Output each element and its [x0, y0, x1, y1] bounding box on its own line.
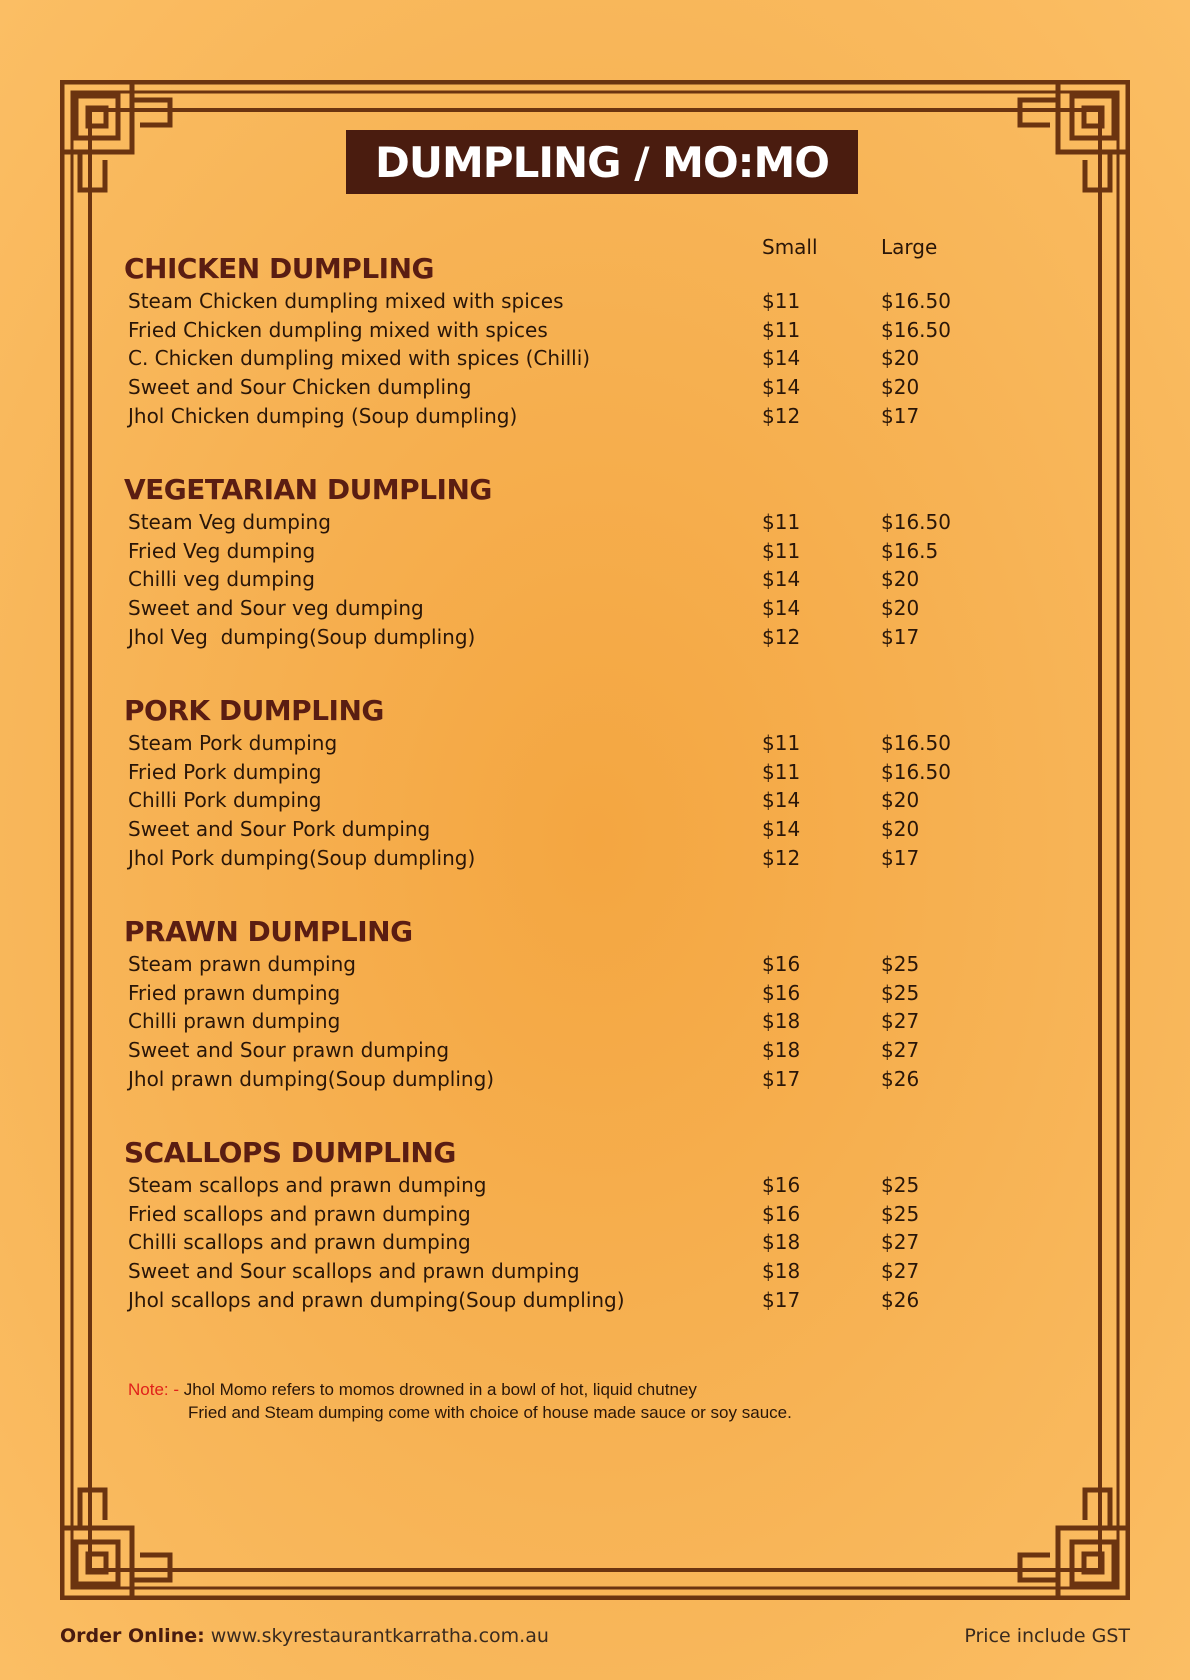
- menu-item: [124, 567, 1024, 596]
- section-heading: CHICKEN DUMPLING: [124, 252, 434, 285]
- gst-note: Price include GST: [964, 1625, 1130, 1647]
- menu-item: [124, 1038, 1024, 1067]
- price-large: $27: [881, 1009, 920, 1034]
- price-small: $18: [762, 1038, 801, 1063]
- price-small: $14: [762, 375, 801, 400]
- price-small: $16: [762, 980, 801, 1005]
- price-small: $11: [762, 317, 801, 342]
- item-name: Chilli scallops and prawn dumping: [128, 1230, 471, 1255]
- price-large: $16.50: [881, 759, 951, 784]
- price-small: $14: [762, 596, 801, 621]
- section-heading: PRAWN DUMPLING: [124, 915, 413, 948]
- price-large: $25: [881, 952, 920, 976]
- menu-section: [124, 474, 1024, 653]
- item-name: Sweet and Sour Chicken dumpling: [128, 375, 472, 400]
- price-large: $25: [881, 980, 920, 1005]
- price-small: $17: [762, 1287, 801, 1312]
- menu-item: [124, 817, 1024, 846]
- price-small: $14: [762, 788, 801, 813]
- price-small: $16: [762, 952, 801, 976]
- item-name: Fried scallops and prawn dumping: [128, 1201, 471, 1226]
- menu-item: [124, 731, 1024, 760]
- item-name: Jhol Chicken dumping (Soup dumpling): [128, 403, 518, 428]
- price-large: $20: [881, 567, 920, 592]
- price-large: $27: [881, 1038, 920, 1063]
- order-online: [60, 1625, 549, 1647]
- item-name: Jhol prawn dumping(Soup dumpling): [128, 1066, 495, 1091]
- item-name: Fried Veg dumping: [128, 538, 316, 563]
- item-name: Steam Chicken dumpling mixed with spices: [128, 289, 564, 313]
- menu-item: [124, 760, 1024, 789]
- menu-item: [124, 510, 1024, 539]
- item-name: Fried prawn dumping: [128, 980, 341, 1005]
- price-small: $11: [762, 289, 801, 313]
- menu-section: [124, 916, 1024, 1095]
- item-name: C. Chicken dumpling mixed with spices (Chilli): [128, 346, 591, 371]
- price-large: $27: [881, 1259, 920, 1284]
- column-header-small: Small: [762, 235, 818, 259]
- item-name: Jhol Pork dumping(Soup dumpling): [128, 845, 476, 870]
- menu-item: [124, 846, 1024, 875]
- website-link[interactable]: www.skyrestaurantkarratha.com.au: [210, 1625, 549, 1647]
- price-small: $14: [762, 567, 801, 592]
- menu-item: [124, 1009, 1024, 1038]
- price-small: $17: [762, 1066, 801, 1091]
- price-small: $11: [762, 731, 801, 755]
- menu-item: [124, 952, 1024, 981]
- item-name: Steam Veg dumping: [128, 510, 331, 534]
- price-large: $17: [881, 403, 920, 428]
- menu-section: [124, 695, 1024, 874]
- menu-item: [124, 1173, 1024, 1202]
- menu-item: [124, 375, 1024, 404]
- price-small: $12: [762, 624, 801, 649]
- price-small: $11: [762, 538, 801, 563]
- price-large: $25: [881, 1173, 920, 1197]
- price-large: $16.50: [881, 317, 951, 342]
- note-line-1: Jhol Momo refers to momos drowned in a bowl of hot, liquid chutney: [183, 1380, 697, 1399]
- item-name: Fried Chicken dumpling mixed with spices: [128, 317, 548, 342]
- item-name: Jhol Veg dumping(Soup dumpling): [128, 624, 476, 649]
- price-large: $26: [881, 1287, 920, 1312]
- price-small: $14: [762, 346, 801, 371]
- note-line-2: Fried and Steam dumping come with choice of house made sauce or soy sauce.: [188, 1403, 792, 1422]
- section-heading: PORK DUMPLING: [124, 694, 384, 727]
- menu-item: [124, 788, 1024, 817]
- item-name: Steam scallops and prawn dumping: [128, 1173, 487, 1197]
- menu-item: [124, 1288, 1024, 1317]
- price-small: $11: [762, 759, 801, 784]
- price-small: $12: [762, 403, 801, 428]
- menu-section: [124, 253, 1024, 432]
- menu-item: [124, 1067, 1024, 1096]
- price-large: $17: [881, 845, 920, 870]
- price-small: $12: [762, 845, 801, 870]
- price-small: $18: [762, 1259, 801, 1284]
- item-name: Sweet and Sour scallops and prawn dumping: [128, 1259, 580, 1284]
- menu-item: [124, 596, 1024, 625]
- price-small: $11: [762, 510, 801, 534]
- price-large: $20: [881, 346, 920, 371]
- price-small: $16: [762, 1173, 801, 1197]
- menu-section: [124, 1137, 1024, 1316]
- price-large: $20: [881, 596, 920, 621]
- price-large: $20: [881, 817, 920, 842]
- note-label: Note: -: [128, 1380, 180, 1399]
- price-large: $20: [881, 788, 920, 813]
- item-name: Steam prawn dumping: [128, 952, 356, 976]
- item-name: Jhol scallops and prawn dumping(Soup dumpling): [128, 1287, 625, 1312]
- column-header-large: Large: [881, 235, 938, 259]
- note: [128, 1378, 792, 1424]
- item-name: Sweet and Sour Pork dumping: [128, 817, 431, 842]
- price-large: $20: [881, 375, 920, 400]
- section-heading: VEGETARIAN DUMPLING: [124, 473, 492, 506]
- menu-item: [124, 539, 1024, 568]
- price-large: $27: [881, 1230, 920, 1255]
- price-large: $17: [881, 624, 920, 649]
- item-name: Chilli veg dumping: [128, 567, 315, 592]
- menu-item: [124, 1230, 1024, 1259]
- order-online-label: Order Online:: [60, 1625, 205, 1647]
- item-name: Chilli Pork dumping: [128, 788, 322, 813]
- price-large: $16.50: [881, 510, 951, 534]
- menu-item: [124, 1259, 1024, 1288]
- menu-item: [124, 1202, 1024, 1231]
- menu-item: [124, 289, 1024, 318]
- price-small: $18: [762, 1230, 801, 1255]
- menu-item: [124, 404, 1024, 433]
- price-small: $16: [762, 1201, 801, 1226]
- menu-item: [124, 981, 1024, 1010]
- price-small: $18: [762, 1009, 801, 1034]
- price-large: $16.50: [881, 289, 951, 313]
- menu-item: [124, 318, 1024, 347]
- price-large: $16.5: [881, 538, 939, 563]
- item-name: Chilli prawn dumping: [128, 1009, 341, 1034]
- price-large: $26: [881, 1066, 920, 1091]
- item-name: Sweet and Sour prawn dumping: [128, 1038, 450, 1063]
- price-large: $25: [881, 1201, 920, 1226]
- price-small: $14: [762, 817, 801, 842]
- item-name: Steam Pork dumping: [128, 731, 338, 755]
- menu-item: [124, 346, 1024, 375]
- price-large: $16.50: [881, 731, 951, 755]
- item-name: Sweet and Sour veg dumping: [128, 596, 424, 621]
- menu-item: [124, 625, 1024, 654]
- section-heading: SCALLOPS DUMPLING: [124, 1136, 456, 1169]
- menu-title: DUMPLING / MO:MO: [346, 130, 858, 194]
- item-name: Fried Pork dumping: [128, 759, 322, 784]
